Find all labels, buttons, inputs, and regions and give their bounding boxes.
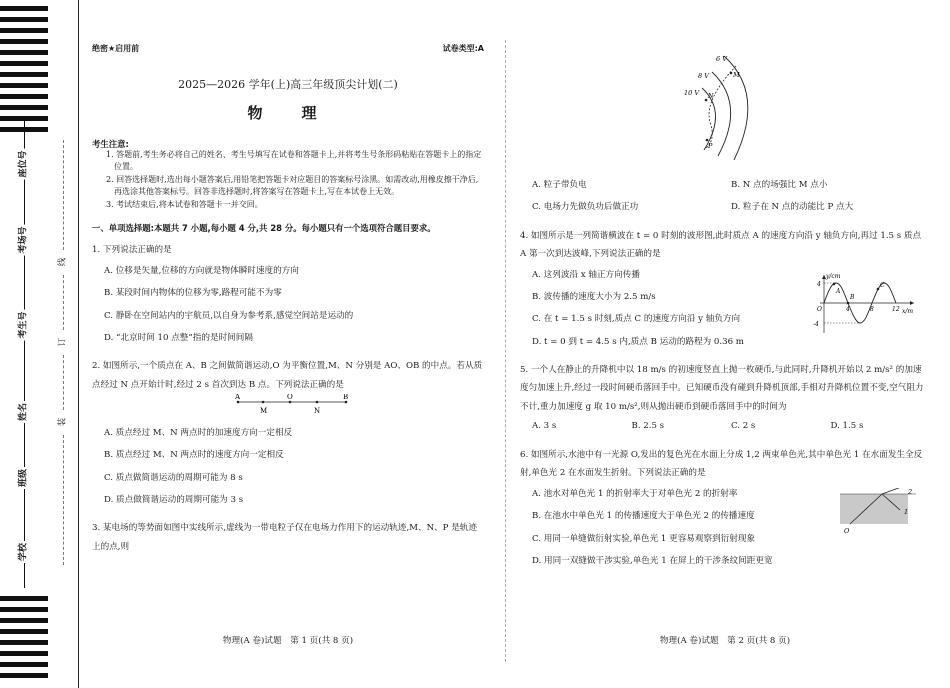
q6-option-d: D. 用同一双缝做干涉实验,单色光 1 在屏上的干涉条纹间距更宽 (532, 555, 773, 566)
q2-stem: 2. 如图所示,一个质点在 A、B 之间做简谐运动,O 为平衡位置,M、N 分别是 AO、OB 的中点。若从质点经过 N 点开始计时,经过 2 s 首次到达 B 点。下列说法正确的是 (92, 361, 483, 390)
q4-point-a: A (836, 287, 841, 295)
q4-tick-y-top: 4 (817, 280, 821, 288)
q3-figure (680, 52, 800, 172)
q3-label-p: P (708, 142, 713, 150)
notice-heading: 考生注意: (92, 138, 129, 149)
q6-option-c: C. 用同一单缝做衍射实验,单色光 1 更容易观察到衍射现象 (532, 533, 756, 544)
page-2-footer: 物理(A 卷)试题 第 2 页(共 8 页) (659, 636, 791, 646)
q1-option-c: C. 静卧在空间站内的宇航员,以自身为参考系,感觉空间站是运动的 (104, 310, 354, 321)
q4-tick-y-bottom: -4 (813, 320, 819, 328)
q4-xlabel: x/m (902, 307, 914, 315)
q1-option-b: B. 某段时间内物体的位移为零,路程可能不为零 (104, 288, 282, 299)
q5-option-c: C. 2 s (731, 421, 756, 432)
secret-mark: 绝密★启用前 (92, 44, 140, 53)
binding-strip (0, 0, 78, 688)
q4-option-b: B. 波传播的速度大小为 2.5 m/s (532, 291, 656, 302)
q5-option-a: A. 3 s (532, 421, 557, 432)
notice-list (92, 149, 484, 211)
page-divider (505, 40, 506, 662)
label-room-no: 考场号 (18, 226, 29, 254)
q4-option-c: C. 在 t = 1.5 s 时刻,质点 C 的速度方向沿 y 轴负方向 (532, 314, 741, 325)
q5-stem: 5. 一个人在静止的升降机中以 18 m/s 的初速度竖直上抛一枚硬币,与此同时,升降机开始以 2 m/s² 的加速度匀加速上升,经过一段时间硬币落回手中。已知硬币没有碰到升降机顶部,手相对升降机位置不变,空气阻力不计,重力加速度 g 取 10 m/s²,则从抛出硬币到硬币落回手中的时间为 (520, 365, 924, 412)
q2-label-a: A (235, 394, 241, 402)
question-3 (92, 519, 484, 556)
question-6 (520, 446, 930, 572)
q6-figure (838, 488, 930, 538)
q2-option-b: B. 质点经过 M、N 两点时的速度方向一定相反 (104, 450, 284, 461)
q4-point-c: C (880, 281, 885, 289)
q4-option-a: A. 这列波沿 x 轴正方向传播 (532, 269, 640, 280)
notice-item: 1. 答题前,考生务必将自己的姓名、考生号填写在试卷和答题卡上,并将考生号条形码粘贴在答题卡上的指定位置。 (106, 150, 482, 172)
q2-option-d: D. 质点做简谐运动的周期可能为 3 s (104, 495, 244, 505)
q4-tick-x-12: 12 (892, 305, 900, 313)
q3-label-m: M (733, 71, 740, 79)
q6-option-a: A. 池水对单色光 1 的折射率大于对单色光 2 的折射率 (532, 488, 738, 499)
page-1 (92, 44, 484, 556)
q3-option-b: B. N 点的场强比 M 点小 (731, 180, 828, 190)
q5-options (520, 416, 930, 437)
label-seat-no: 座位号 (18, 150, 29, 178)
q5-option-d: D. 1.5 s (830, 421, 864, 432)
page-1-footer: 物理(A 卷)试题 第 1 页(共 8 页) (222, 636, 354, 646)
header-line (92, 44, 484, 58)
question-1 (92, 241, 484, 349)
q4-origin: O (817, 305, 822, 313)
q2-figure (92, 394, 484, 418)
q4-point-b: B (850, 293, 855, 301)
label-class: 班级 (18, 468, 29, 488)
q2-label-m: M (260, 407, 268, 416)
q1-option-a: A. 位移是矢量,位移的方向就是物体瞬时速度的方向 (104, 265, 299, 276)
q3-option-d: D. 粒子在 N 点的动能比 P 点大 (731, 202, 854, 213)
notice-item: 2. 回答选择题时,选出每小题答案后,用铅笔把答题卡对应题目的答案标号涂黑。如需改动,用橡皮擦干净后,再选涂其他答案标号。回答非选择题时,将答案写在答题卡上,写在本试卷上无效。 (106, 174, 479, 197)
exam-title: 2025—2026 学年(上)高三年级顶尖计划(二) (178, 78, 398, 91)
q6-stem: 6. 如图所示,水池中有一光源 O,发出的复色光在水面上分成 1,2 两束单色光,其中单色光 1 在水面发生全反射,单色光 2 在水面发生折射。下列说法正确的是 (520, 449, 923, 479)
section-heading: 一、单项选择题:本题共 7 小题,每小题 4 分,共 28 分。每小题只有一个选项符合题目要求。 (92, 222, 436, 233)
label-name: 姓名 (18, 402, 29, 422)
q2-label-b: B (343, 394, 349, 402)
q3-label-8v: 8 V (698, 72, 709, 80)
paper-type: 试卷类型:A (442, 44, 484, 53)
q5-option-b: B. 2.5 s (631, 421, 665, 432)
binding-fill-line (24, 118, 25, 588)
q6-label-1: 1 (904, 507, 909, 516)
q4-tick-x-4: 4 (846, 305, 850, 313)
seal-bind-char: 订 (57, 337, 68, 347)
q4-ylabel: y/cm (826, 272, 841, 280)
q4-tick-x-8: 8 (870, 305, 874, 313)
q2-option-a: A. 质点经过 M、N 两点时的加速度方向一定相反 (104, 427, 293, 438)
label-school: 学校 (18, 542, 29, 562)
q3-label-10v: 10 V (684, 89, 700, 97)
subject-title: 物 理 (247, 103, 329, 122)
page-2 (520, 44, 930, 572)
question-5 (520, 361, 930, 438)
q6-label-2: 2 (908, 487, 913, 496)
seal-line-char: 线 (57, 257, 68, 267)
binding-edge-line (78, 0, 79, 688)
question-4 (520, 227, 930, 353)
q1-stem: 1. 下列说法正确的是 (92, 245, 172, 256)
q3-option-a: A. 粒子带负电 (532, 180, 587, 190)
q6-label-o: O (844, 526, 850, 535)
q3-label-n: N (708, 92, 714, 100)
q3-stem: 3. 某电场的等势面如图中实线所示,虚线为一带电粒子仅在电场力作用下的运动轨迹,M、N、P 是轨迹上的点,则 (92, 523, 477, 552)
seal-pack-char: 装 (57, 417, 68, 427)
q2-label-o: O (287, 394, 293, 402)
q6-option-b: B. 在池水中单色光 1 的传播速度大于单色光 2 的传播速度 (532, 511, 755, 522)
notice-item: 3. 考试结束后,将本试卷和答题卡一并交回。 (106, 199, 263, 209)
q2-option-c: C. 质点做简谐运动的周期可能为 8 s (104, 472, 243, 483)
label-candidate-no: 考生号 (18, 311, 29, 339)
q1-option-d: D. “北京时间 10 点整”指的是时间间隔 (104, 332, 253, 343)
q4-stem: 4. 如图所示是一列简谐横波在 t = 0 时刻的波形图,此时质点 A 的速度方向沿 y 轴负方向,再过 1.5 s 质点 A 第一次到达波峰,下列说法正确的是 (520, 230, 922, 260)
q3-options (520, 174, 930, 219)
q2-label-n: N (314, 407, 321, 416)
q4-wave-graph (802, 271, 922, 337)
q3-option-c: C. 电场力先做负功后做正功 (532, 202, 639, 213)
question-2 (92, 357, 484, 511)
q3-label-6v: 6 V (716, 55, 727, 63)
q4-option-d: D. t = 0 到 t = 4.5 s 内,质点 B 运动的路程为 0.36 m (532, 336, 744, 347)
